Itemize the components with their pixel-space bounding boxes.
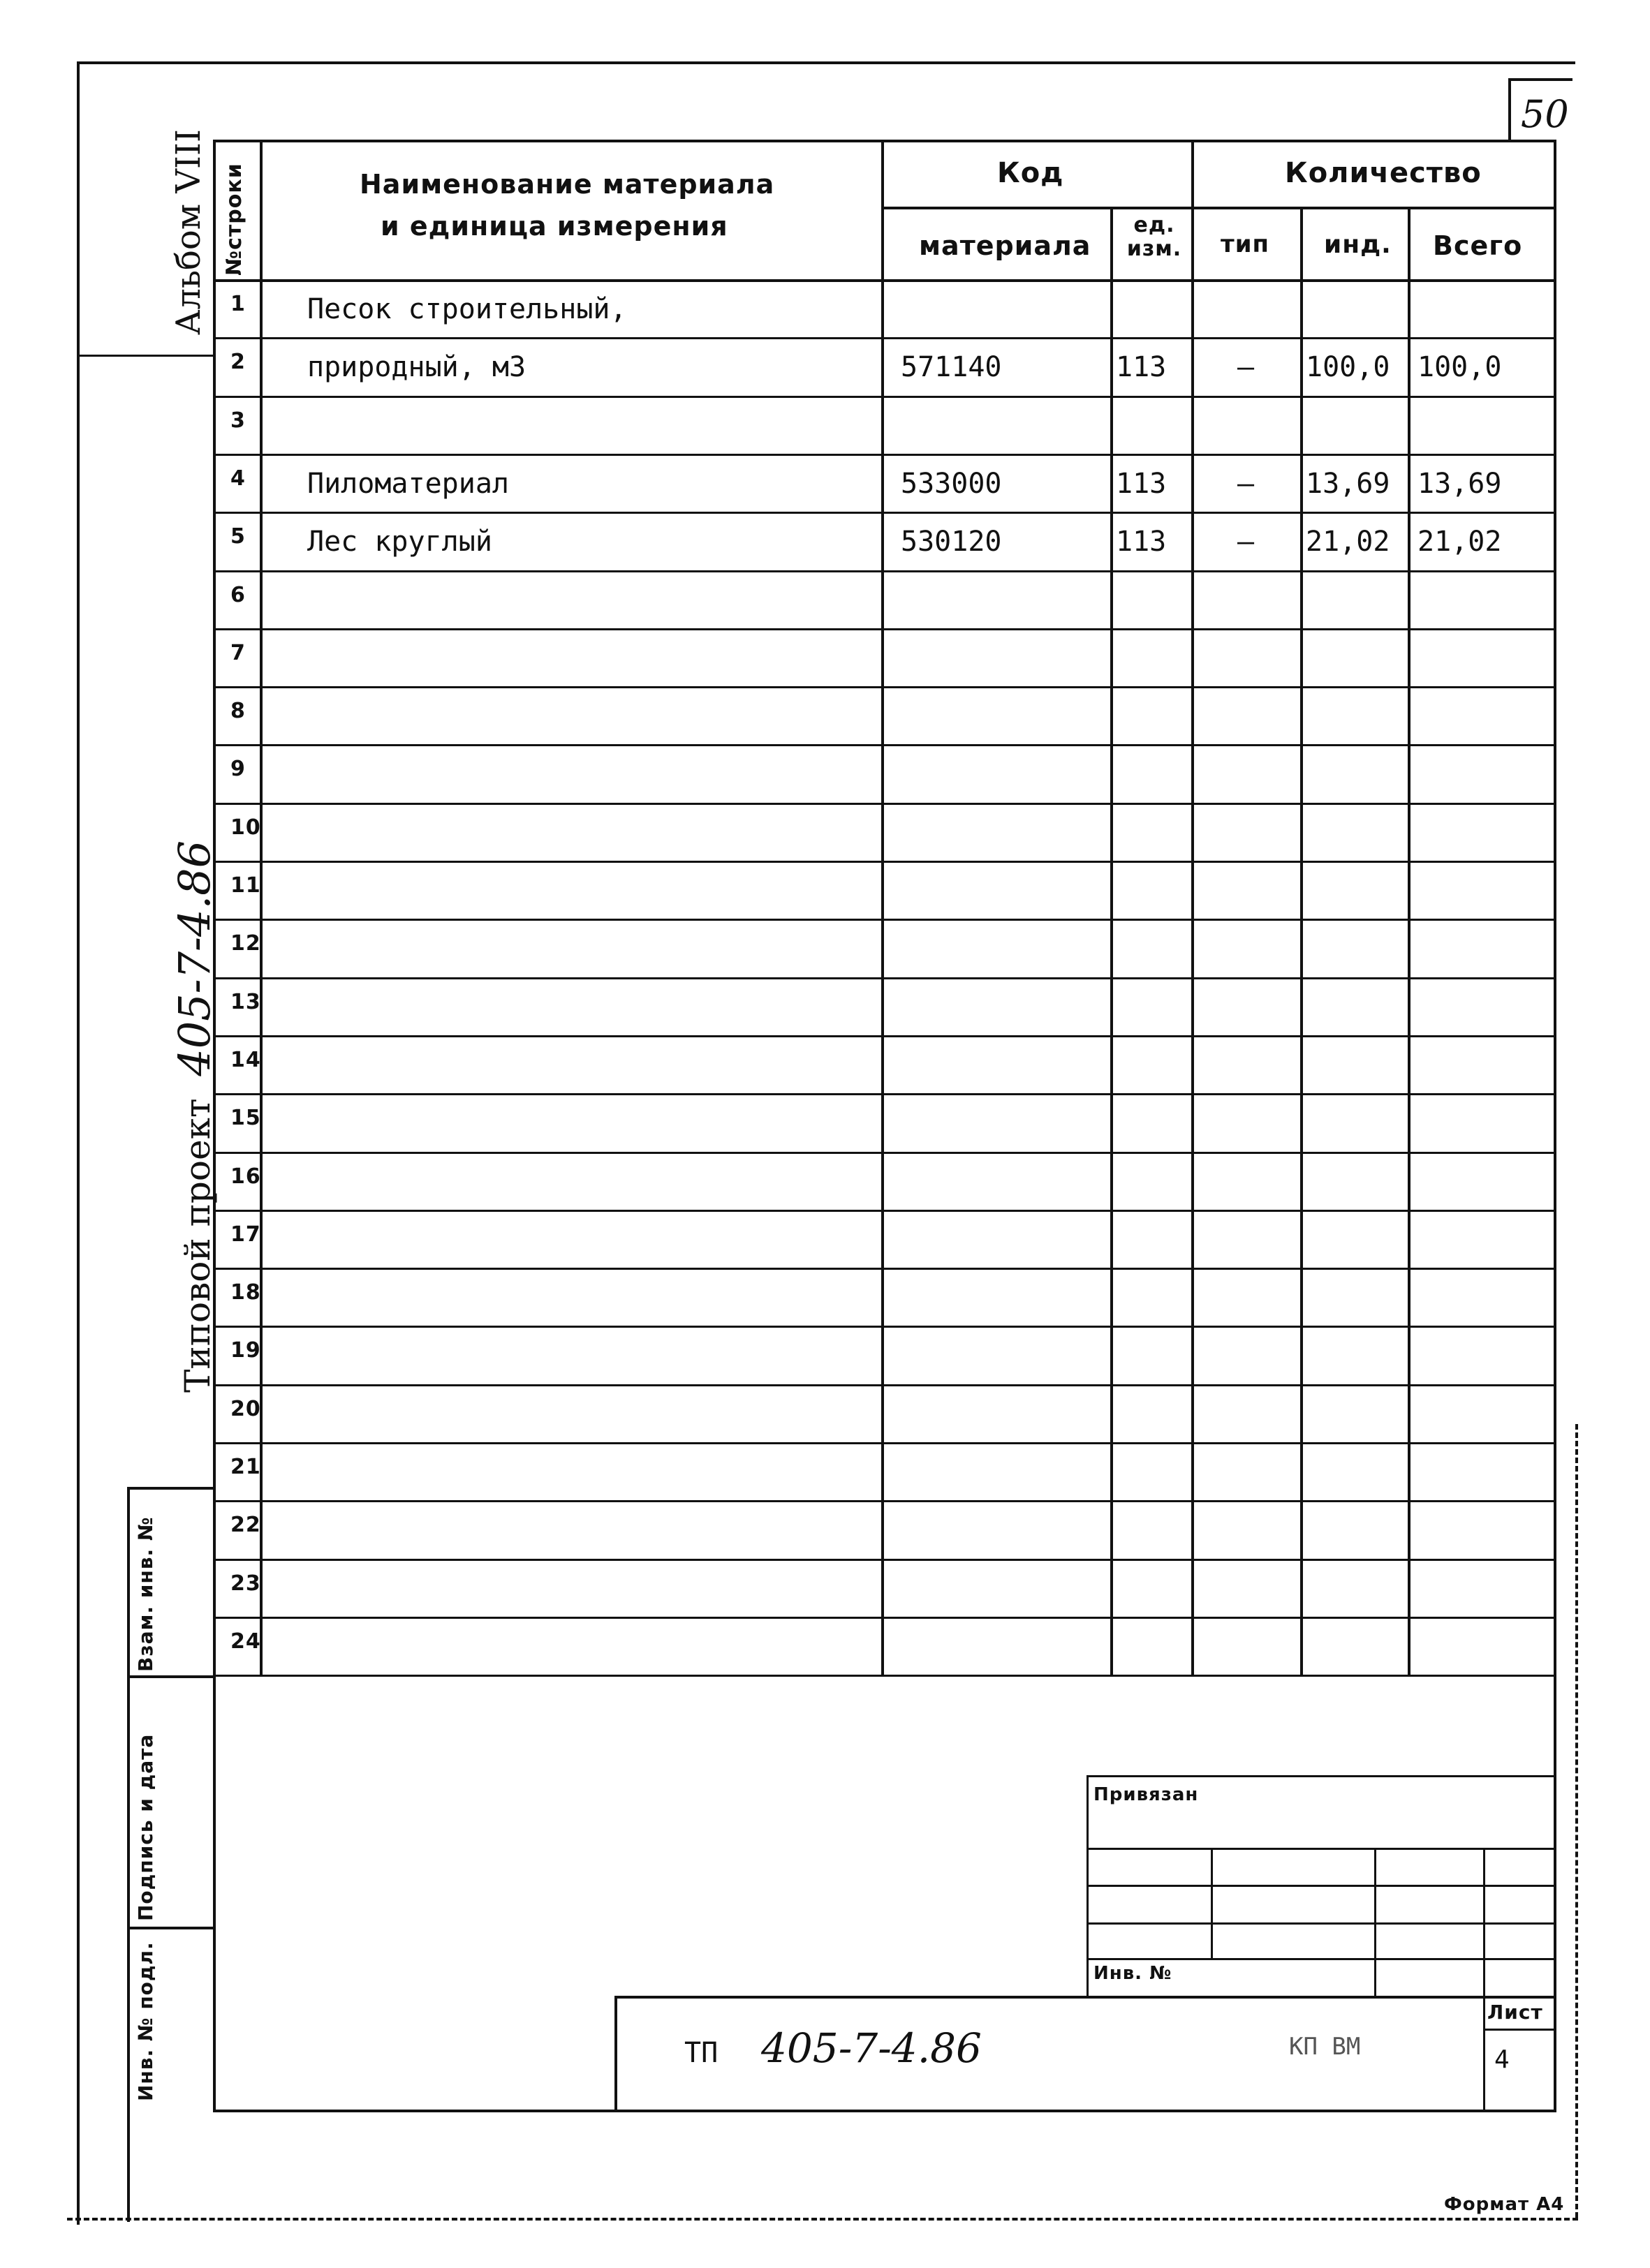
row-divider (213, 512, 1556, 514)
album-separator (78, 355, 214, 357)
stamp-podpis: Подпись и дата (134, 1733, 157, 1921)
row-number: 14 (230, 1048, 261, 1072)
cell-total: 13,69 (1417, 468, 1502, 500)
side-stamp-line (127, 1487, 130, 2222)
row-divider (213, 977, 1556, 979)
ind-column-line (1300, 207, 1303, 1675)
rowno-column-line (260, 140, 263, 1675)
row-divider (213, 1152, 1556, 1154)
materials-table (213, 140, 1556, 2112)
header-type: тип (1221, 230, 1270, 258)
tb-sheet-label: Лист (1487, 2001, 1543, 2024)
tb-line4 (1087, 1958, 1556, 1960)
side-stamp-div2 (127, 1927, 214, 1929)
row-number: 4 (230, 466, 246, 491)
row-number: 1 (230, 292, 246, 316)
row-number: 7 (230, 641, 246, 665)
row-divider (213, 396, 1556, 398)
header-code: Код (997, 157, 1064, 189)
cell-ind: 100,0 (1306, 351, 1390, 383)
format-label: Формат А4 (1444, 2194, 1565, 2215)
header-total: Всего (1433, 230, 1523, 261)
project-label-number: 405-7-4.86 (169, 840, 220, 1076)
album-label: Альбом VIII (169, 129, 208, 335)
row-divider (213, 454, 1556, 456)
tb-inv-no: Инв. № (1093, 1963, 1172, 1984)
row-divider (213, 1442, 1556, 1444)
row-divider (213, 628, 1556, 630)
row-number: 16 (230, 1164, 261, 1189)
cell-unit: 113 (1116, 526, 1167, 558)
row-divider (213, 919, 1556, 921)
tb-line2 (1087, 1885, 1556, 1887)
tb-vline2 (1374, 1848, 1376, 1996)
row-number: 17 (230, 1222, 261, 1247)
tb-sheet-left (1483, 1996, 1485, 2112)
row-number: 23 (230, 1571, 261, 1596)
tb-doc-number: 405-7-4.86 (761, 2024, 982, 2072)
row-number: 8 (230, 699, 246, 723)
cell-code: 571140 (901, 351, 1002, 383)
code-column-line (881, 140, 884, 1675)
row-divider (213, 570, 1556, 572)
cell-ind: 21,02 (1306, 526, 1390, 558)
row-number: 20 (230, 1397, 261, 1421)
row-number: 12 (230, 931, 261, 956)
row-divider (213, 686, 1556, 688)
tb-privyazan-top (1087, 1775, 1556, 1777)
cell-name: Пиломатериал (307, 468, 509, 500)
page-number-box-left (1508, 78, 1511, 141)
row-number: 19 (230, 1338, 261, 1363)
side-stamp-div1 (127, 1675, 214, 1678)
cell-total: 100,0 (1417, 351, 1502, 383)
cell-type: – (1237, 351, 1255, 383)
row-number: 2 (230, 350, 246, 374)
row-divider (213, 1559, 1556, 1561)
header-name-line2: и единица измерения (381, 211, 728, 242)
row-number: 21 (230, 1455, 261, 1479)
row-divider (213, 744, 1556, 746)
tb-doc-top (614, 1996, 1556, 1999)
cell-code: 533000 (901, 468, 1002, 500)
row-divider (213, 1617, 1556, 1619)
cell-ind: 13,69 (1306, 468, 1390, 500)
total-column-line (1408, 207, 1410, 1675)
tb-doc-prefix: ТП (684, 2037, 719, 2069)
header-subdivider (881, 207, 1556, 209)
outer-frame-right (1575, 1424, 1578, 2218)
cell-name: Лес круглый (307, 526, 492, 558)
row-divider (213, 1210, 1556, 1212)
cell-type: – (1237, 526, 1255, 558)
row-number: 5 (230, 524, 246, 549)
row-divider (213, 803, 1556, 805)
header-ind: инд. (1324, 230, 1392, 259)
header-quantity: Количество (1285, 157, 1482, 189)
cell-type: – (1237, 468, 1255, 500)
side-stamp-top (127, 1487, 214, 1490)
tb-sheet-divider (1483, 2029, 1556, 2031)
header-row-no: №строки (222, 163, 246, 276)
page-number: 50 (1521, 92, 1569, 136)
cell-code: 530120 (901, 526, 1002, 558)
cell-unit: 113 (1116, 351, 1167, 383)
row-number: 11 (230, 873, 261, 898)
project-label-print: Типовой проект (177, 1098, 218, 1393)
header-name-line1: Наименование материала (360, 169, 775, 200)
row-number: 22 (230, 1513, 261, 1537)
header-unit: ед. изм. (1126, 213, 1182, 261)
stamp-vzam: Взам. инв. № (134, 1516, 157, 1672)
cell-name: Песок строительный, (307, 293, 627, 325)
cell-total: 21,02 (1417, 526, 1502, 558)
cell-name: природный, м3 (307, 351, 526, 383)
header-bottom-line (213, 279, 1556, 282)
row-number: 9 (230, 757, 246, 781)
row-divider (213, 337, 1556, 339)
quantity-column-line (1191, 140, 1194, 1675)
tb-line1 (1087, 1848, 1556, 1850)
row-number: 13 (230, 990, 261, 1014)
tb-vline1 (1211, 1848, 1213, 1958)
row-divider (213, 1093, 1556, 1095)
tb-doc-left (614, 1996, 617, 2112)
row-number: 15 (230, 1106, 261, 1130)
tb-sheet-no: 4 (1494, 2045, 1510, 2074)
row-divider (213, 1268, 1556, 1270)
tb-doc-suffix: КП ВМ (1289, 2033, 1361, 2061)
tb-line3 (1087, 1922, 1556, 1925)
row-divider (213, 1326, 1556, 1328)
row-number: 10 (230, 815, 261, 840)
unit-column-line (1110, 207, 1113, 1675)
row-divider (213, 1035, 1556, 1037)
row-number: 3 (230, 408, 246, 433)
stamp-inv-podl: Инв. № подл. (134, 1941, 157, 2101)
row-number: 24 (230, 1629, 261, 1654)
tb-privyazan-label: Привязан (1093, 1784, 1199, 1805)
tb-vline3 (1483, 1848, 1485, 1996)
row-divider (213, 1500, 1556, 1502)
row-divider (213, 1384, 1556, 1386)
outer-frame-bottom (67, 2218, 1578, 2221)
header-material: материала (919, 230, 1091, 261)
row-number: 18 (230, 1280, 261, 1305)
page-number-box-top (1508, 78, 1572, 81)
row-divider (213, 1675, 1556, 1677)
cell-unit: 113 (1116, 468, 1167, 500)
row-divider (213, 861, 1556, 863)
row-number: 6 (230, 583, 246, 607)
